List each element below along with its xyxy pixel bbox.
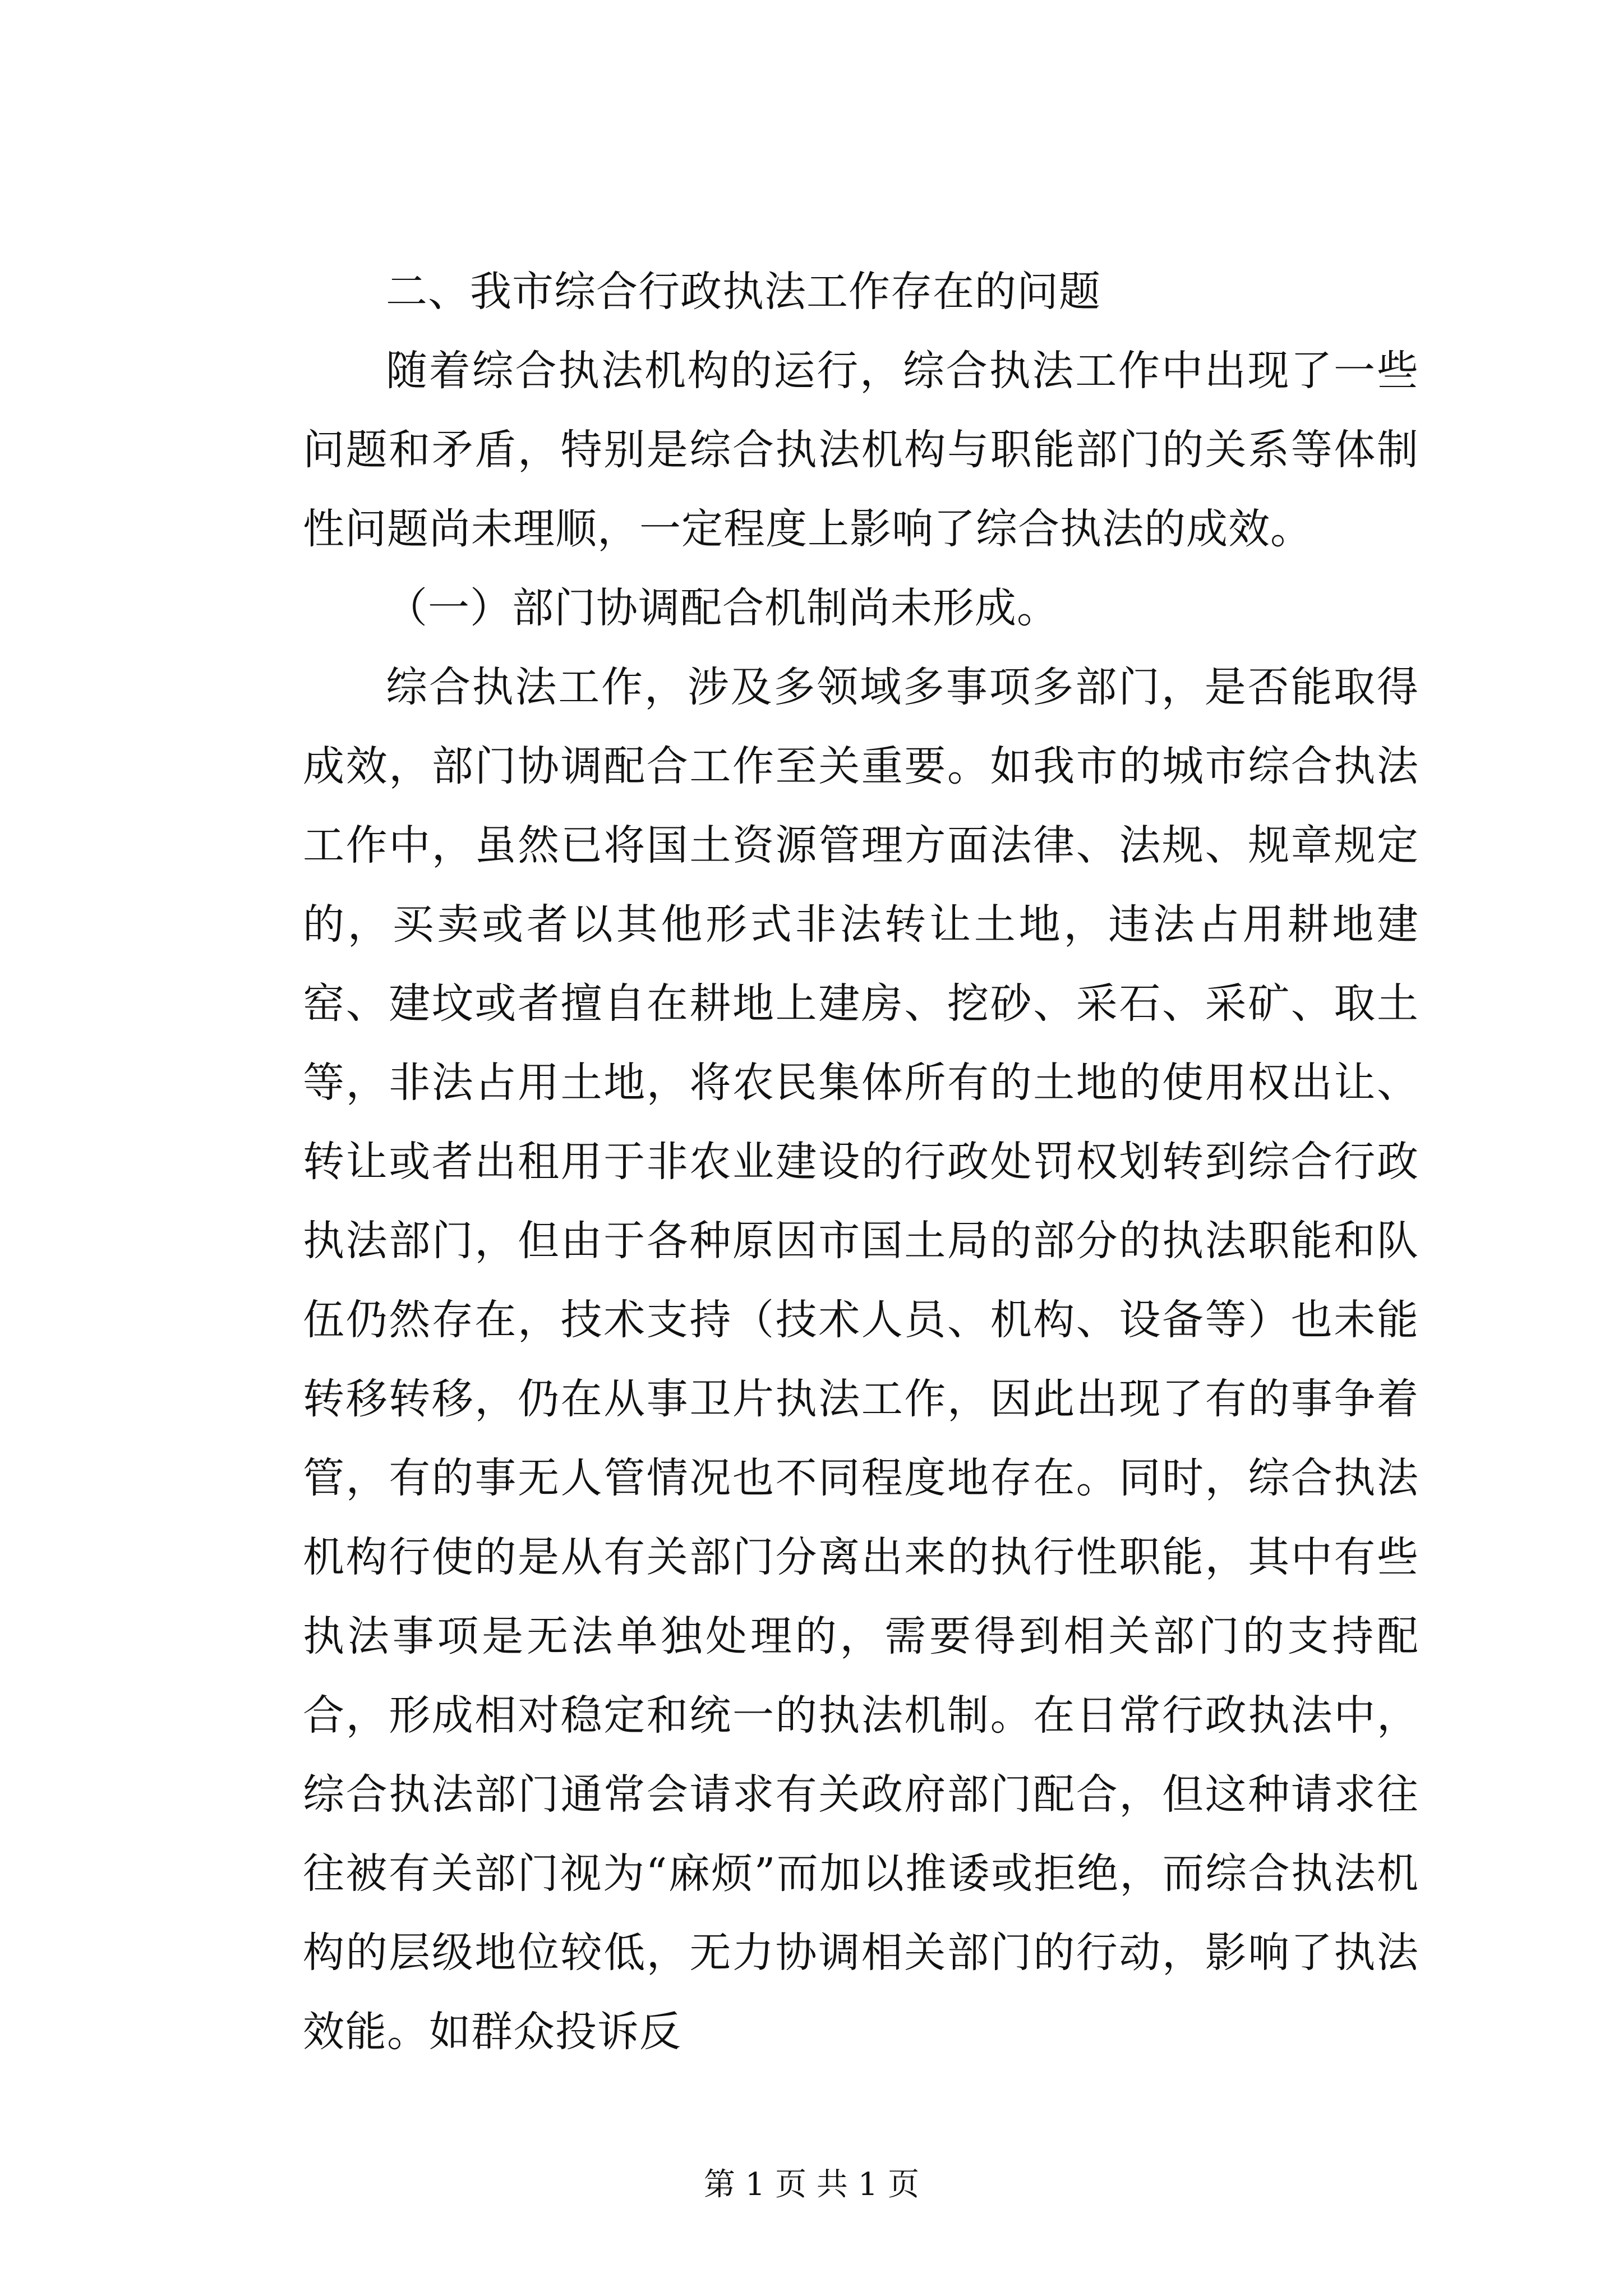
page-number: 第 1 页 共 1 页 [703, 2166, 920, 2203]
subsection-heading: （一）部门协调配合机制尚未形成。 [386, 584, 1059, 632]
paragraph-intro: 随着综合执法机构的运行，综合执法工作中出现了一些问题和矛盾，特别是综合执法机构与职能部门的关系等体制性问题尚未理顺，一定程度上影响了综合执法的成效。 [303, 347, 1419, 553]
paragraph-body: 综合执法工作，涉及多领域多事项多部门，是否能取得成效，部门协调配合工作至关重要。如我市的城市综合执法工作中，虽然已将国土资源管理方面法律、法规、规章规定的，买卖或者以其他形式非法转让土地，违法占用耕地建窑、建坟或者擅自在耕地上建房、挖砂、采石、采矿、取土等，非法占用土地，将农民集体所有的土地的使用权出让、转让或者出租用于非农业建设的行政处罚权划转到综合行政执法部门，但由于各种原因市国土局的部分的执法职能和队伍仍然存在，技术支持（技术人员、机构、设备等）也未能转移转移，仍在从事卫片执法工作，因此出现了有的事争着管，有的事无人管情况也不同程度地存在。同时，综合执法机构行使的是从有关部门分离出来的执行性职能，其中有些执法事项是无法单独处理的，需要得到相关部门的支持配合，形成相对稳定和统一的执法机制。在日常行政执法中，综合执法部门通常会请求有关政府部门配合，但这种请求往往被有关部门视为“麻烦”而加以推诿或拒绝，而综合执法机构的层级地位较低，无力协调相关部门的行动，影响了执法效能。如群众投诉反 [303, 663, 1419, 2056]
section-heading: 二、我市综合行政执法工作存在的问题 [386, 268, 1101, 316]
document-body [303, 252, 1419, 2072]
